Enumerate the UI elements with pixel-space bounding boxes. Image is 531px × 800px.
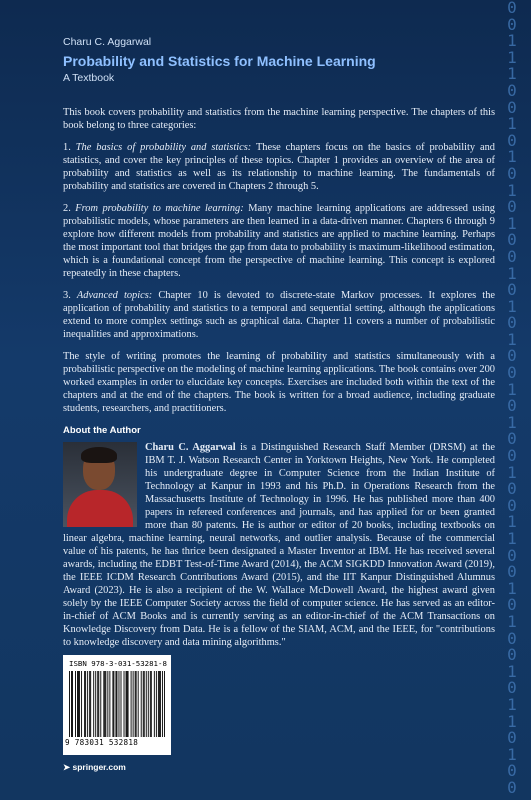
about-author-heading: About the Author	[63, 425, 141, 436]
category-3-label: Advanced topics:	[76, 290, 153, 301]
isbn-number: ISBN 978-3-031-53281-8	[69, 659, 167, 668]
book-subtitle: A Textbook	[63, 72, 115, 84]
category-1-label: The basics of probability and statistics:	[75, 142, 252, 153]
isbn-barcode	[63, 655, 171, 755]
description	[63, 106, 495, 649]
book-title: Probability and Statistics for Machine Learning	[63, 53, 376, 69]
publisher-url: springer.com	[72, 762, 126, 772]
category-2-label: From probability to machine learning:	[75, 203, 244, 214]
category-1	[63, 141, 495, 193]
intro-paragraph: This book covers probability and statistics from the machine learning perspective. The chapters of this book belong to three categories:	[63, 107, 495, 131]
author-photo	[63, 442, 137, 527]
category-2	[63, 202, 495, 280]
barcode-digits: 9 783031 532818	[65, 738, 139, 747]
binary-digits-decoration: 0 0 1 1 1 0 0 1 0 1 0 1 0 1 0 0 1 0 1 0 1 0 0 1 0 1 0 0 1 0 0 1 1 0 0 1 0 1 0 0 1 0 1 1 0 1 0 0	[507, 0, 517, 797]
category-2-number: 2.	[63, 203, 71, 214]
category-3-text: Chapter 10 is devoted to discrete-state Markov processes. It explores the application of probability and statistics to a temporal and sequential setting, although the applications extend to more complex settings such as graphical data. Chapter 11 covers a number of probabilistic inequalities and approximations.	[63, 290, 495, 340]
barcode-bars	[69, 671, 165, 737]
category-2-text: Many machine learning applications are addressed using probabilistic models, whose parameters are then learned in a data-driven manner. Chapters 6 through 9 explore how different models from probability and statistics are applied to machine learning. Perhaps the most important tool that bridges the gap from data to probability is maximum-likelihood estimation, which is a foundational concept from the perspective of machine learning. This concept is explored repeatedly in these chapters.	[63, 203, 496, 279]
cover-author: Charu C. Aggarwal	[63, 36, 152, 48]
style-paragraph: The style of writing promotes the learning of probability and statistics simultaneously with a probabilistic perspective on the modeling of machine learning applications. The book contains over 200 worked examples in order to elucidate key concepts. Exercises are included both within the text of the chapters and at the end of the chapters. The book is written for a broad audience, including graduate students, researchers, and practitioners.	[63, 351, 495, 414]
author-bio-name: Charu C. Aggarwal	[145, 442, 236, 453]
category-1-text: These chapters focus on the basics of probability and statistics, and cover the key principles of these topics. Chapter 1 provides an overview of the area of probability and statistics as well as its relationship to machine learning. The fundamentals of probability and statistics are covered in Chapters 2 through 5.	[63, 142, 495, 192]
back-cover-content	[63, 36, 495, 658]
category-3	[63, 289, 495, 341]
author-bio-text: is a Distinguished Research Staff Member (DRSM) at the IBM T. J. Watson Research Center in Yorktown Heights, New York. He completed his undergraduate degree in Computer Science from the Indian Institute of Technology at Kanpur in 1993 and his Ph.D. in Operations Research from the Massachusetts Institute of Technology in 1996. He has published more than 400 papers in refereed conferences and journals, and has applied for or been granted more than 80 patents. He is author or editor of 20 books, including textbooks on linear algebra, machine learning, neural networks, and outlier analysis. Because of the commercial value of his patents, he has thrice been designated a Master Inventor at IBM. He has received several awards, including the EDBT Test-of-Time Award (2014), the ACM SIGKDD Innovation Award (2019), the IEEE ICDM Research Contributions Award (2015), and the IIT Kanpur Distinguished Alumnus Award (2023). He is also a recipient of the W. Wallace McDowell Award, the highest award given solely by the IEEE Computer Society across the field of computer science. He has served as an editor-in-chief of ACM Books and is currently serving as an editor-in-chief of the ACM Transactions on Knowledge Discovery from Data. He is a fellow of the SIAM, ACM, and the IEEE, for "contributions to knowledge discovery and data mining algorithms."	[63, 442, 495, 648]
category-1-number: 1.	[63, 142, 71, 153]
publisher-logo[interactable]: ➤ springer.com	[63, 762, 126, 772]
category-3-number: 3.	[63, 290, 71, 301]
